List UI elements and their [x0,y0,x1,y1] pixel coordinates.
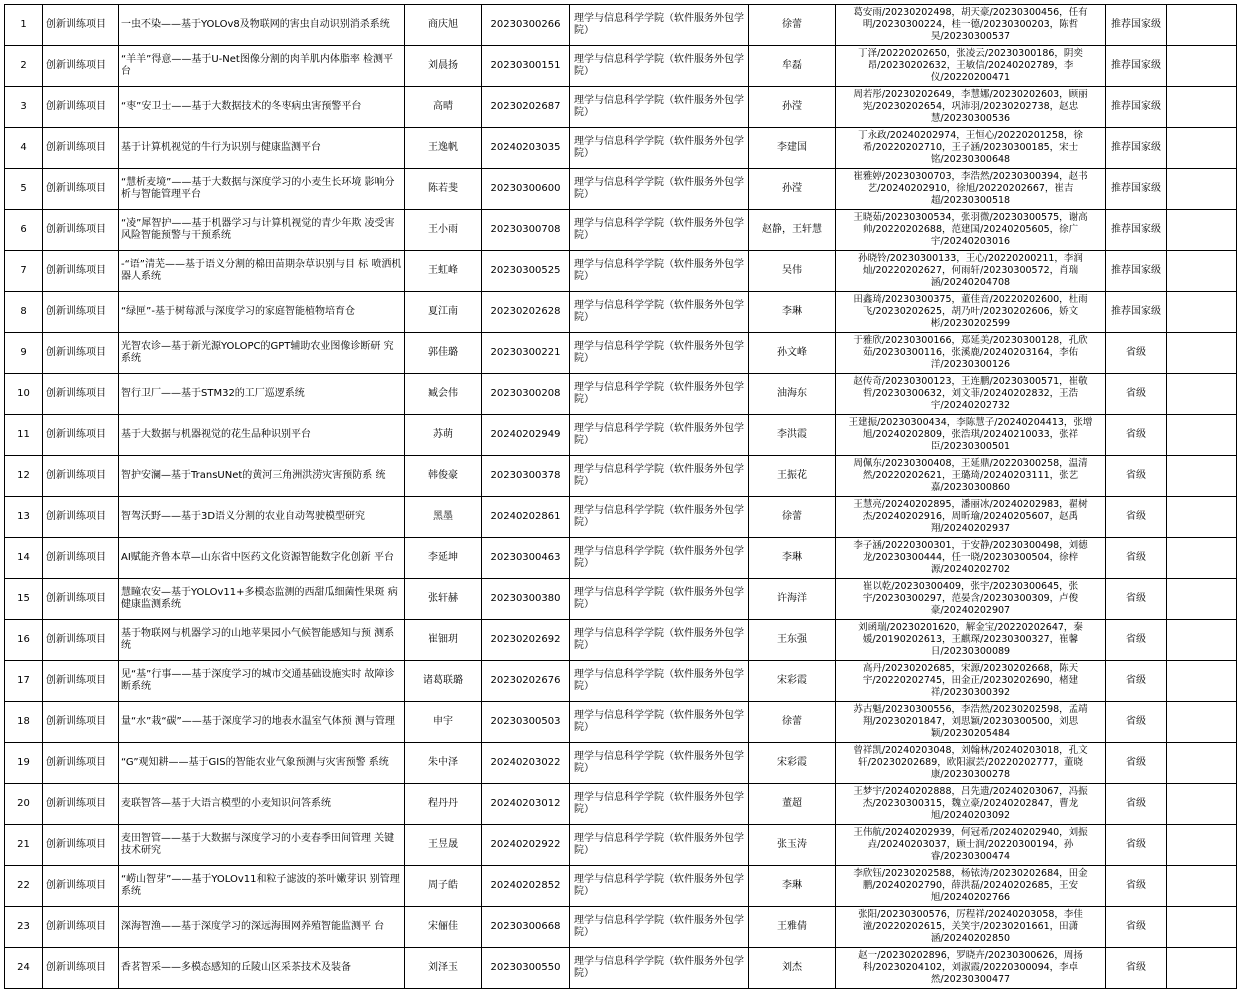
advisor-name: 李洪霞 [749,415,836,456]
project-leader: 宋俪佳 [405,907,482,948]
college-name: 理学与信息科学学院（软件服务外包学院） [570,497,749,538]
team-members: 丁永政/20240202974，王恒心/20220201258，徐希/20220202710，王子涵/20230300185，宋士铭/20230300648 [836,128,1106,169]
project-table [4,4,1237,989]
table-row [5,620,1237,661]
advisor-name: 许海洋 [749,579,836,620]
table-row [5,743,1237,784]
college-name: 理学与信息科学学院（软件服务外包学院） [570,374,749,415]
team-members: 崔雅婷/20230300703，李浩然/20230300394，赵书艺/20240202910，徐旭/20220202667，崔吉超/20230300518 [836,169,1106,210]
student-id: 20240203012 [482,784,570,825]
empty-cell [1167,374,1237,415]
project-type: 创新训练项目 [43,456,119,497]
student-id: 20230300266 [482,5,570,46]
project-level: 推荐国家级 [1106,169,1167,210]
project-level: 省级 [1106,743,1167,784]
project-leader: 商庆旭 [405,5,482,46]
empty-cell [1167,661,1237,702]
student-id: 20230300708 [482,210,570,251]
team-members: 葛安雨/20230202498，胡天豪/20230300456，任有明/20230300224，桂一德/20230300203，陈哲昊/20230300537 [836,5,1106,46]
advisor-name: 张玉涛 [749,825,836,866]
empty-cell [1167,948,1237,989]
college-name: 理学与信息科学学院（软件服务外包学院） [570,46,749,87]
project-title: AI赋能齐鲁本草—山东省中医药文化资源智能数字化创新 平台 [119,538,405,579]
empty-cell [1167,251,1237,292]
project-type: 创新训练项目 [43,661,119,702]
row-number: 4 [5,128,43,169]
college-name: 理学与信息科学学院（软件服务外包学院） [570,866,749,907]
project-level: 推荐国家级 [1106,5,1167,46]
college-name: 理学与信息科学学院（软件服务外包学院） [570,169,749,210]
project-leader: 诸葛联璐 [405,661,482,702]
empty-cell [1167,579,1237,620]
student-id: 20230300503 [482,702,570,743]
project-title: “崂山智芽”——基于YOLOv11和粒子滤波的茶叶嫩芽识 别管理系统 [119,866,405,907]
project-title: 基于物联网与机器学习的山地苹果园小气候智能感知与预 测系统 [119,620,405,661]
college-name: 理学与信息科学学院（软件服务外包学院） [570,128,749,169]
advisor-name: 李琳 [749,866,836,907]
project-level: 省级 [1106,702,1167,743]
project-table-container [4,4,1237,989]
project-type: 创新训练项目 [43,292,119,333]
advisor-name: 王雅倩 [749,907,836,948]
team-members: 赵传奇/20230300123，王连鹏/20230300571，崔敬哲/20230300632，刘文菲/20240202832，王浩宇/20240202732 [836,374,1106,415]
row-number: 7 [5,251,43,292]
table-row [5,661,1237,702]
advisor-name: 孙文峰 [749,333,836,374]
team-members: 李子涵/20220300301，于安静/20230300498，刘德龙/20230300444，任一晓/20230300504，徐梓源/20240202702 [836,538,1106,579]
empty-cell [1167,538,1237,579]
college-name: 理学与信息科学学院（软件服务外包学院） [570,538,749,579]
project-title: 量“水”栽“碳”——基于深度学习的地表水温室气体预 测与管理 [119,702,405,743]
project-type: 创新训练项目 [43,87,119,128]
student-id: 20230300550 [482,948,570,989]
project-leader: 高晴 [405,87,482,128]
project-level: 省级 [1106,784,1167,825]
project-leader: 崔钿玥 [405,620,482,661]
project-level: 省级 [1106,456,1167,497]
advisor-name: 赵静，王轩慧 [749,210,836,251]
table-row [5,415,1237,456]
team-members: 周若彤/20230202649，李慧娜/20230202603，顾丽宪/20230202654，巩沛羽/20230202738，赵忠慧/20230300536 [836,87,1106,128]
row-number: 22 [5,866,43,907]
student-id: 20240202861 [482,497,570,538]
college-name: 理学与信息科学学院（软件服务外包学院） [570,292,749,333]
team-members: 田鑫琦/20230300375，董佳音/20220202600，杜雨飞/20230202625，胡乃叶/20230202606，娇文彬/20230202599 [836,292,1106,333]
row-number: 15 [5,579,43,620]
project-title: 麦联智答—基于大语言模型的小麦知识问答系统 [119,784,405,825]
table-row [5,87,1237,128]
table-row [5,825,1237,866]
student-id: 20230300380 [482,579,570,620]
project-leader: 王昱晟 [405,825,482,866]
project-leader: 王小雨 [405,210,482,251]
team-members: 刘函瑞/20230201620，解金宝/20220202647，秦媛/20190202613，王麒琛/20230300327，崔馨日/20230300089 [836,620,1106,661]
empty-cell [1167,169,1237,210]
student-id: 20240202949 [482,415,570,456]
project-level: 省级 [1106,907,1167,948]
college-name: 理学与信息科学学院（软件服务外包学院） [570,743,749,784]
project-type: 创新训练项目 [43,169,119,210]
row-number: 9 [5,333,43,374]
project-title: 香茗智采——多模态感知的丘陵山区采茶技术及装备 [119,948,405,989]
project-type: 创新训练项目 [43,702,119,743]
team-members: 孙晓铃/20230300133，王心/20220200211，李润灿/20220202627，何雨轩/20230300572，肖瑞涵/20240204708 [836,251,1106,292]
row-number: 2 [5,46,43,87]
empty-cell [1167,292,1237,333]
project-level: 省级 [1106,661,1167,702]
project-leader: 王虹峰 [405,251,482,292]
advisor-name: 李琳 [749,292,836,333]
advisor-name: 徐蕾 [749,497,836,538]
project-type: 创新训练项目 [43,825,119,866]
advisor-name: 吴伟 [749,251,836,292]
project-type: 创新训练项目 [43,210,119,251]
project-title: “G”观知耕——基于GIS的智能农业气象预测与灾害预警 系统 [119,743,405,784]
empty-cell [1167,210,1237,251]
project-leader: 朱中泽 [405,743,482,784]
project-title: 智驾沃野——基于3D语义分割的农业自动驾驶模型研究 [119,497,405,538]
project-level: 省级 [1106,333,1167,374]
project-level: 推荐国家级 [1106,292,1167,333]
project-leader: 张轩赫 [405,579,482,620]
project-type: 创新训练项目 [43,948,119,989]
advisor-name: 孙滢 [749,87,836,128]
row-number: 14 [5,538,43,579]
table-row [5,907,1237,948]
team-members: 高丹/20230202685，宋源/20230202668，陈天宇/20220202745，田金正/20230202690，楮建祥/20230300392 [836,661,1106,702]
project-leader: 郭佳璐 [405,333,482,374]
student-id: 20230202687 [482,87,570,128]
team-members: 王晓茹/20230300534，张羽微/20230300575，谢高帅/20220202688，范建国/20240205605，徐广宇/20240203016 [836,210,1106,251]
project-title: “凌”犀智护——基于机器学习与计算机视觉的青少年欺 凌受害风险智能预警与干预系统 [119,210,405,251]
empty-cell [1167,866,1237,907]
team-members: 王慧亮/20240202895，潘丽冰/20240202983，翟树杰/20240202916，周昕瑜/20240205607，赵禹翔/20240202937 [836,497,1106,538]
student-id: 20230300600 [482,169,570,210]
college-name: 理学与信息科学学院（软件服务外包学院） [570,907,749,948]
college-name: 理学与信息科学学院（软件服务外包学院） [570,210,749,251]
college-name: 理学与信息科学学院（软件服务外包学院） [570,784,749,825]
team-members: 曾祥凯/20240203048，刘翰林/20240203018，孔文轩/20230202689，欧阳淑芸/20220202777，董晓康/20230300278 [836,743,1106,784]
table-row [5,948,1237,989]
table-row [5,210,1237,251]
table-row [5,579,1237,620]
student-id: 20230300208 [482,374,570,415]
row-number: 18 [5,702,43,743]
project-level: 省级 [1106,866,1167,907]
project-leader: 韩俊豪 [405,456,482,497]
table-row [5,497,1237,538]
empty-cell [1167,456,1237,497]
team-members: 王梦宇/20240202888，吕先遗/20240203067，冯振杰/20230300315，魏立豪/20240202847，曹龙旭/20240203092 [836,784,1106,825]
project-type: 创新训练项目 [43,579,119,620]
empty-cell [1167,784,1237,825]
college-name: 理学与信息科学学院（软件服务外包学院） [570,415,749,456]
row-number: 3 [5,87,43,128]
advisor-name: 油海东 [749,374,836,415]
college-name: 理学与信息科学学院（软件服务外包学院） [570,251,749,292]
empty-cell [1167,5,1237,46]
advisor-name: 李琳 [749,538,836,579]
project-type: 创新训练项目 [43,374,119,415]
empty-cell [1167,497,1237,538]
table-row [5,128,1237,169]
team-members: 苏古魁/20230300556，李浩然/20230202598，孟靖翔/20230201847，刘思颖/20230300500，刘思颖/20230205484 [836,702,1106,743]
college-name: 理学与信息科学学院（软件服务外包学院） [570,948,749,989]
project-table-body [5,5,1237,989]
table-row [5,251,1237,292]
project-level: 省级 [1106,374,1167,415]
student-id: 20240203035 [482,128,570,169]
project-title: 基于大数据与机器视觉的花生品种识别平台 [119,415,405,456]
project-level: 推荐国家级 [1106,251,1167,292]
row-number: 21 [5,825,43,866]
college-name: 理学与信息科学学院（软件服务外包学院） [570,620,749,661]
row-number: 12 [5,456,43,497]
project-title: 深海智渔——基于深度学习的深远海围网养殖智能监测平 台 [119,907,405,948]
project-title: -“语”清芜——基于语义分割的棉田苗期杂草识别与目 标 喷洒机器人系统 [119,251,405,292]
row-number: 24 [5,948,43,989]
project-leader: 陈若斐 [405,169,482,210]
project-leader: 刘泽玉 [405,948,482,989]
table-row [5,538,1237,579]
row-number: 13 [5,497,43,538]
project-title: 光智农诊—基于新光源YOLOPC的GPT辅助农业图像诊断研 究系统 [119,333,405,374]
table-row [5,784,1237,825]
empty-cell [1167,702,1237,743]
team-members: 于雅欣/20230300166，郑延美/20230300128，孔欣茹/20230300116，张溪鹿/20240203164，李佑洋/20230300126 [836,333,1106,374]
project-type: 创新训练项目 [43,415,119,456]
project-level: 推荐国家级 [1106,87,1167,128]
student-id: 20230300378 [482,456,570,497]
row-number: 8 [5,292,43,333]
college-name: 理学与信息科学学院（软件服务外包学院） [570,661,749,702]
table-row [5,374,1237,415]
advisor-name: 董超 [749,784,836,825]
project-type: 创新训练项目 [43,5,119,46]
project-leader: 程丹丹 [405,784,482,825]
team-members: 王伟航/20240202939，何冠希/20240202940，刘振垚/20240203037，顾士润/20220300194，孙睿/20230300474 [836,825,1106,866]
student-id: 20230300668 [482,907,570,948]
team-members: 李欣钰/20230202588，杨铱涛/20230202684，田金鹏/20240202790，薛洪磊/20240202685，王安旭/20240202766 [836,866,1106,907]
project-leader: 臧会伟 [405,374,482,415]
project-level: 推荐国家级 [1106,46,1167,87]
project-level: 省级 [1106,825,1167,866]
project-title: 慧瞳农安—基于YOLOv11+多模态监测的西甜瓜细菌性果斑 病健康监测系统 [119,579,405,620]
empty-cell [1167,620,1237,661]
row-number: 1 [5,5,43,46]
advisor-name: 李建国 [749,128,836,169]
project-level: 推荐国家级 [1106,128,1167,169]
table-row [5,866,1237,907]
table-row [5,333,1237,374]
row-number: 6 [5,210,43,251]
team-members: 周佩东/20230300408，王延鼎/20220300258，温清然/20220202621，王璐琦/20240203111，张艺嘉/20230300860 [836,456,1106,497]
advisor-name: 王东强 [749,620,836,661]
row-number: 11 [5,415,43,456]
college-name: 理学与信息科学学院（软件服务外包学院） [570,456,749,497]
project-title: “羊羊”得意——基于U-Net图像分割的肉羊肌内体脂率 检测平台 [119,46,405,87]
project-title: 智行卫厂——基于STM32的工厂巡逻系统 [119,374,405,415]
table-row [5,292,1237,333]
project-title: “绿匣”-基于树莓派与深度学习的家庭智能植物培育仓 [119,292,405,333]
project-type: 创新训练项目 [43,743,119,784]
table-row [5,702,1237,743]
table-row [5,5,1237,46]
project-level: 省级 [1106,579,1167,620]
project-title: “慧析麦境”——基于大数据与深度学习的小麦生长环境 影响分析与智能管理平台 [119,169,405,210]
advisor-name: 徐蕾 [749,702,836,743]
table-row [5,46,1237,87]
project-leader: 夏江南 [405,292,482,333]
college-name: 理学与信息科学学院（软件服务外包学院） [570,5,749,46]
project-leader: 苏萌 [405,415,482,456]
project-type: 创新训练项目 [43,128,119,169]
student-id: 20240202922 [482,825,570,866]
student-id: 20230300151 [482,46,570,87]
college-name: 理学与信息科学学院（软件服务外包学院） [570,333,749,374]
student-id: 20230202692 [482,620,570,661]
advisor-name: 宋彩霞 [749,661,836,702]
project-type: 创新训练项目 [43,784,119,825]
row-number: 17 [5,661,43,702]
team-members: 丁泽/20220202650，张凌云/20230300186，阴奕昂/20230202632，王敏信/20240202789，李仪/20220200471 [836,46,1106,87]
project-title: 智护安澜—基于TransUNet的黄河三角洲洪涝灾害预防系 统 [119,456,405,497]
project-title: 基于计算机视觉的牛行为识别与健康监测平台 [119,128,405,169]
project-leader: 黑墨 [405,497,482,538]
project-type: 创新训练项目 [43,251,119,292]
advisor-name: 徐蕾 [749,5,836,46]
project-leader: 周子皓 [405,866,482,907]
project-title: “枣”安卫士——基于大数据技术的冬枣病虫害预警平台 [119,87,405,128]
empty-cell [1167,825,1237,866]
student-id: 20230202628 [482,292,570,333]
advisor-name: 孙滢 [749,169,836,210]
empty-cell [1167,87,1237,128]
row-number: 5 [5,169,43,210]
row-number: 20 [5,784,43,825]
student-id: 20240202852 [482,866,570,907]
row-number: 23 [5,907,43,948]
empty-cell [1167,46,1237,87]
college-name: 理学与信息科学学院（软件服务外包学院） [570,825,749,866]
project-type: 创新训练项目 [43,497,119,538]
team-members: 赵一/20230202896，罗晓卉/20230300626，周扬科/20230204102，刘淑霞/20220300094，李卓然/20230300477 [836,948,1106,989]
table-row [5,456,1237,497]
college-name: 理学与信息科学学院（软件服务外包学院） [570,87,749,128]
project-level: 省级 [1106,497,1167,538]
project-title: 见“基”行事——基于深度学习的城市交通基础设施实时 故障诊断系统 [119,661,405,702]
project-leader: 刘晨扬 [405,46,482,87]
project-type: 创新训练项目 [43,538,119,579]
row-number: 10 [5,374,43,415]
project-level: 省级 [1106,620,1167,661]
row-number: 19 [5,743,43,784]
team-members: 崔以乾/20230300409，张宇/20230300645，张宇/20230300297，范晏含/20230300309，卢俊豪/20240202907 [836,579,1106,620]
empty-cell [1167,743,1237,784]
team-members: 张阳/20230300576，厉程祥/20240203058，李佳潼/20220202615，关笑宇/20230201661，田潇涵/20240202850 [836,907,1106,948]
team-members: 王建振/20230300434，李陈慧子/20240204413，张增旭/20240202809，张浩琪/20240210033，张祥臣/20230300501 [836,415,1106,456]
project-leader: 王逸帆 [405,128,482,169]
advisor-name: 牟磊 [749,46,836,87]
student-id: 20230300463 [482,538,570,579]
empty-cell [1167,415,1237,456]
project-level: 推荐国家级 [1106,210,1167,251]
project-level: 省级 [1106,948,1167,989]
project-level: 省级 [1106,415,1167,456]
advisor-name: 刘杰 [749,948,836,989]
college-name: 理学与信息科学学院（软件服务外包学院） [570,579,749,620]
project-leader: 李延坤 [405,538,482,579]
row-number: 16 [5,620,43,661]
student-id: 20230202676 [482,661,570,702]
student-id: 20240203022 [482,743,570,784]
advisor-name: 王振花 [749,456,836,497]
student-id: 20230300525 [482,251,570,292]
project-level: 省级 [1106,538,1167,579]
project-title: 一虫不染——基于YOLOv8及物联网的害虫自动识别消杀系统 [119,5,405,46]
advisor-name: 宋彩霞 [749,743,836,784]
project-type: 创新训练项目 [43,907,119,948]
project-title: 麦田智管——基于大数据与深度学习的小麦春季田间管理 关键技术研究 [119,825,405,866]
project-type: 创新训练项目 [43,333,119,374]
project-type: 创新训练项目 [43,866,119,907]
table-row [5,169,1237,210]
college-name: 理学与信息科学学院（软件服务外包学院） [570,702,749,743]
project-type: 创新训练项目 [43,46,119,87]
project-type: 创新训练项目 [43,620,119,661]
empty-cell [1167,333,1237,374]
project-leader: 申宇 [405,702,482,743]
empty-cell [1167,128,1237,169]
empty-cell [1167,907,1237,948]
student-id: 20230300221 [482,333,570,374]
